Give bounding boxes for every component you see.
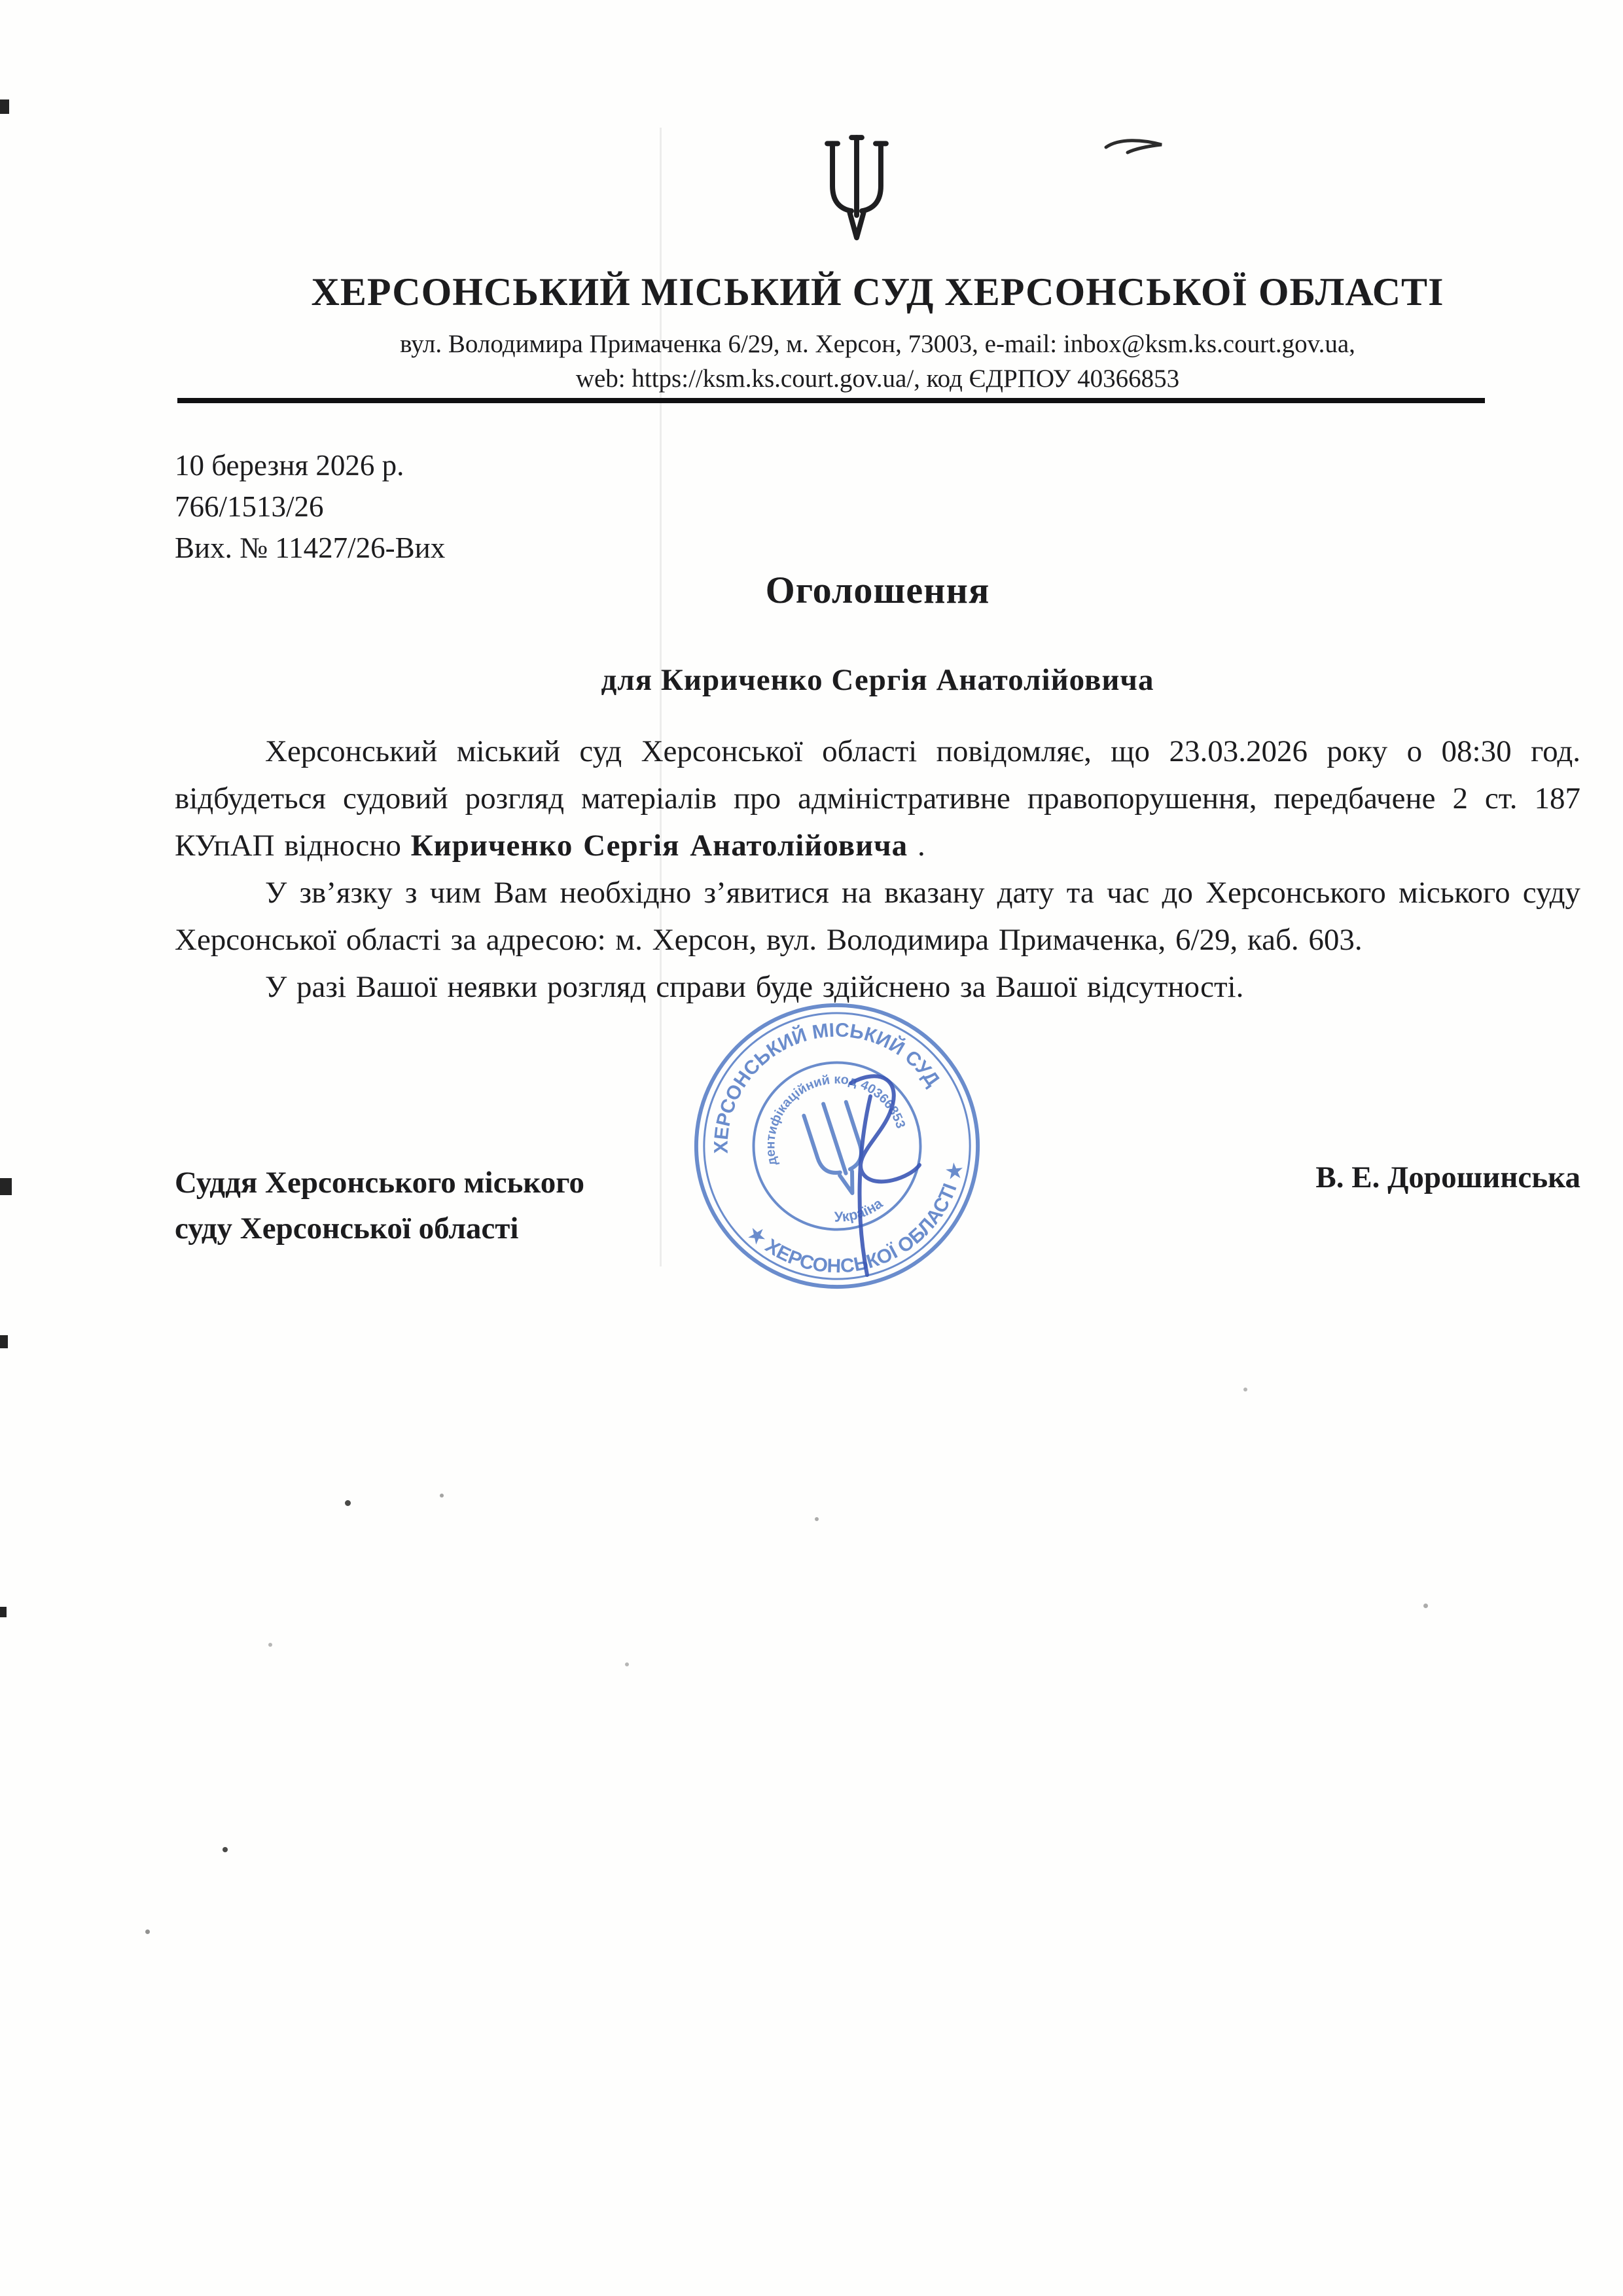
- addressee-name-bold: Кириченко Сергія Анатолійовича: [410, 829, 908, 863]
- scan-speck: [268, 1643, 272, 1647]
- scan-speck: [145, 1929, 150, 1934]
- scan-speck: [345, 1500, 351, 1506]
- paragraph-appearance-request: У зв’язку з чим Вам необхідно з’явитися на вказану дату та час до Херсонського міського суду Херсонської області за адресою: м. Херсон, вул. Володимира Примаченка, 6/29, каб. 603.: [175, 876, 1580, 957]
- header-divider: [177, 398, 1485, 403]
- case-number: 766/1513/26: [175, 490, 324, 523]
- letter-date: 10 березня 2026 р.: [175, 449, 404, 482]
- addressee-line: для Кириченко Сергія Анатолійовича: [601, 663, 1154, 697]
- header-address-line2: web: https://ksm.ks.court.gov.ua/, код ЄДРПОУ 40366853: [575, 365, 1180, 393]
- paragraph-1-text: Херсонський міський суд Херсонської області повідомляє, що 23.03.2026 року о 08:30 год. відбудеться судовий розгляд матеріалів про адміністративне правопорушення, передбачене 2 ст. 187 КУпАП відносно: [175, 734, 1580, 863]
- stamp-outer-text-bottom: ★ ХЕРСОНСЬКОЇ ОБЛАСТІ ★: [743, 1160, 967, 1278]
- trident-emblem-icon: [813, 131, 900, 246]
- judge-name: В. Е. Дорошинська: [1315, 1160, 1580, 1194]
- judge-title-line2: суду Херсонської області: [175, 1211, 519, 1246]
- scan-edge-mark: [0, 1607, 7, 1617]
- scan-edge-mark: [0, 1178, 12, 1195]
- stamp-outer-text-top: ХЕРСОНСЬКИЙ МІСЬКИЙ СУД: [710, 1019, 944, 1154]
- scan-speck: [223, 1847, 228, 1852]
- reference-block: [175, 445, 445, 569]
- document-title: Оголошення: [765, 569, 990, 611]
- scan-speck: [625, 1662, 629, 1666]
- stamp-inner-text-bottom: Україна: [834, 1194, 886, 1225]
- scan-edge-mark: [0, 1335, 8, 1348]
- pen-mark: [1093, 124, 1185, 164]
- scan-speck: [440, 1494, 444, 1498]
- scan-speck: [1243, 1388, 1247, 1391]
- paragraph-1-tail: .: [908, 829, 925, 863]
- stamp-inner-text-top: Ідентифікаційний код 40366853: [763, 1072, 908, 1168]
- handwritten-signature: [772, 1034, 1047, 1309]
- scan-speck: [815, 1517, 819, 1521]
- trident-icon: [813, 131, 900, 246]
- judge-title-line1: Суддя Херсонського міського: [175, 1166, 584, 1200]
- paragraph-hearing-notice: [175, 728, 1580, 869]
- paragraph-absence-warning: У разі Вашої неявки розгляд справи буде здійснено за Вашої відсутності.: [265, 970, 1244, 1004]
- scan-edge-mark: [0, 99, 9, 114]
- header-address-line1: вул. Володимира Примаченка 6/29, м. Херсон, 73003, e-mail: inbox@ksm.ks.court.gov.ua,: [400, 330, 1355, 358]
- outgoing-number: Вих. № 11427/26-Вих: [175, 531, 446, 564]
- court-name-heading: ХЕРСОНСЬКИЙ МІСЬКИЙ СУД ХЕРСОНСЬКОЇ ОБЛАСТІ: [311, 270, 1444, 314]
- scan-speck: [1423, 1604, 1428, 1608]
